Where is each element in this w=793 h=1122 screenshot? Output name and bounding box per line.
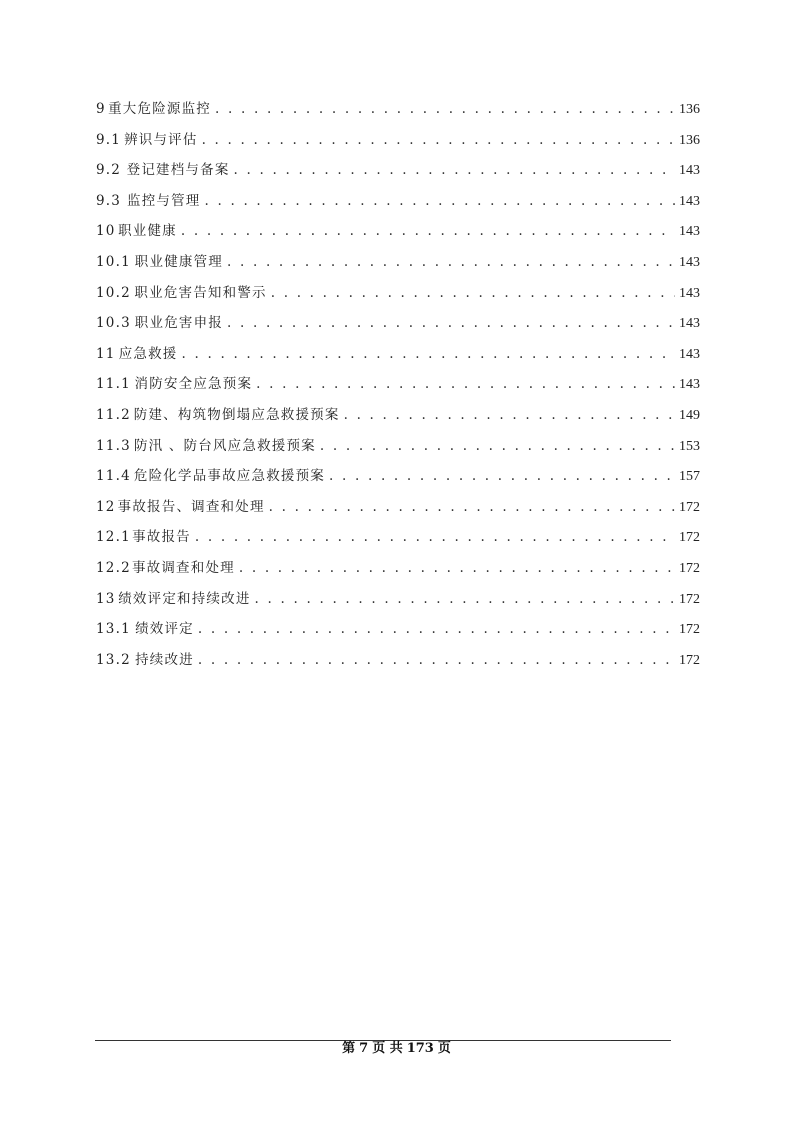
toc-entry-title: 职业危害申报: [134, 315, 223, 332]
toc-dot-leader: [269, 492, 675, 523]
toc-dot-leader: [205, 186, 676, 217]
toc-dot-leader: [239, 553, 675, 584]
toc-dot-leader: [215, 94, 675, 125]
toc-dot-leader: [202, 125, 675, 156]
toc-entry-number: 9: [96, 101, 106, 117]
toc-dot-leader: [234, 155, 675, 186]
toc-entry-title: 职业危害告知和警示: [134, 284, 267, 301]
toc-dot-leader: [329, 461, 675, 492]
toc-dot-leader: [344, 400, 675, 431]
toc-entry-title: 职业健康: [118, 223, 177, 240]
toc-entry-page: 172: [679, 591, 700, 607]
toc-entry-number: 10: [96, 223, 116, 240]
toc-entry-number: 9.3: [96, 192, 122, 209]
toc-entry[interactable]: [96, 400, 700, 431]
toc-dot-leader: [181, 216, 675, 247]
toc-dot-leader: [256, 369, 675, 400]
table-of-contents: [96, 94, 700, 675]
toc-entry-number: 13.2: [96, 651, 131, 668]
toc-entry[interactable]: [96, 216, 700, 247]
toc-entry[interactable]: [96, 308, 700, 339]
toc-entry-page: 172: [679, 560, 700, 576]
toc-entry[interactable]: [96, 553, 700, 584]
toc-entry-page: 149: [679, 407, 700, 423]
toc-entry[interactable]: [96, 125, 700, 156]
toc-entry-number: 12: [96, 498, 116, 515]
footer-middle: 页 共: [372, 1041, 403, 1056]
toc-entry-page: 172: [679, 652, 700, 668]
footer-prefix: 第: [342, 1041, 356, 1056]
toc-entry-number: 11.1: [96, 376, 131, 393]
toc-entry-title: 事故报告: [132, 529, 191, 546]
toc-dot-leader: [227, 247, 675, 278]
toc-entry[interactable]: [96, 522, 700, 553]
toc-entry[interactable]: [96, 492, 700, 523]
toc-entry-page: 143: [679, 193, 700, 209]
toc-entry[interactable]: [96, 155, 700, 186]
toc-entry-title: 事故调查和处理: [131, 559, 235, 576]
footer-suffix: 页: [437, 1041, 451, 1056]
toc-entry[interactable]: [96, 278, 700, 309]
toc-entry-title: 辨识与评估: [124, 131, 198, 148]
toc-entry-number: 12.2: [96, 559, 131, 576]
toc-entry-number: 12.1: [96, 529, 131, 546]
toc-dot-leader: [182, 339, 675, 370]
toc-entry-page: 143: [679, 254, 700, 270]
toc-entry[interactable]: [96, 94, 700, 125]
toc-dot-leader: [320, 431, 675, 462]
toc-dot-leader: [198, 645, 675, 676]
toc-entry-page: 172: [679, 499, 700, 515]
toc-entry-number: 11.3: [96, 437, 131, 454]
toc-entry-number: 10.1: [96, 253, 131, 270]
toc-dot-leader: [227, 308, 675, 339]
toc-entry-number: 9.2: [96, 162, 122, 179]
toc-entry-title: 登记建档与备案: [126, 162, 230, 179]
toc-entry-page: 143: [679, 163, 700, 179]
toc-entry-number: 11.2: [96, 406, 131, 423]
toc-entry-page: 153: [679, 438, 700, 454]
toc-entry-page: 143: [679, 316, 700, 332]
toc-entry[interactable]: [96, 584, 700, 615]
toc-dot-leader: [255, 584, 675, 615]
toc-entry[interactable]: [96, 461, 700, 492]
toc-entry-title: 绩效评定和持续改进: [118, 590, 251, 607]
toc-entry-number: 10.3: [96, 315, 131, 332]
toc-entry-title: 持续改进: [135, 651, 194, 668]
toc-entry[interactable]: [96, 369, 700, 400]
toc-entry-page: 172: [679, 622, 700, 638]
toc-dot-leader: [198, 614, 675, 645]
toc-entry-page: 143: [679, 346, 700, 362]
toc-entry[interactable]: [96, 614, 700, 645]
toc-entry-number: 9.1: [96, 131, 122, 148]
toc-entry-page: 157: [679, 469, 700, 485]
toc-entry-title: 重大危险源监控: [108, 101, 212, 117]
toc-entry[interactable]: [96, 186, 700, 217]
toc-entry-number: 13: [96, 590, 116, 607]
toc-entry-title: 危险化学品事故应急救援预案: [133, 468, 326, 485]
toc-entry[interactable]: [96, 645, 700, 676]
toc-dot-leader: [271, 278, 675, 309]
page-footer: [0, 1040, 793, 1058]
toc-entry-title: 职业健康管理: [134, 253, 223, 270]
toc-entry-page: 172: [679, 530, 700, 546]
toc-entry[interactable]: [96, 339, 700, 370]
footer-current-page: 7: [359, 1041, 369, 1056]
toc-entry-title: 消防安全应急预案: [134, 376, 253, 393]
toc-entry-title: 绩效评定: [135, 621, 194, 638]
toc-entry-number: 11: [96, 345, 116, 362]
toc-entry-title: 事故报告、调查和处理: [117, 498, 265, 515]
toc-entry-page: 136: [679, 132, 700, 148]
toc-entry-page: 143: [679, 377, 700, 393]
toc-entry[interactable]: [96, 431, 700, 462]
toc-entry-title: 防建、构筑物倒塌应急救援预案: [133, 406, 340, 423]
toc-entry-title: 监控与管理: [127, 192, 201, 209]
toc-entry-number: 10.2: [96, 284, 131, 301]
toc-entry-page: 143: [679, 224, 700, 240]
toc-entry-number: 11.4: [96, 468, 131, 485]
toc-dot-leader: [195, 522, 675, 553]
footer-total-pages: 173: [406, 1041, 434, 1056]
toc-entry-title: 应急救援: [118, 345, 178, 362]
toc-entry[interactable]: [96, 247, 700, 278]
toc-entry-page: 136: [679, 102, 700, 117]
toc-entry-page: 143: [679, 285, 700, 301]
toc-entry-title: 防汛 、防台风应急救援预案: [133, 437, 316, 454]
toc-entry-number: 13.1: [96, 621, 131, 638]
